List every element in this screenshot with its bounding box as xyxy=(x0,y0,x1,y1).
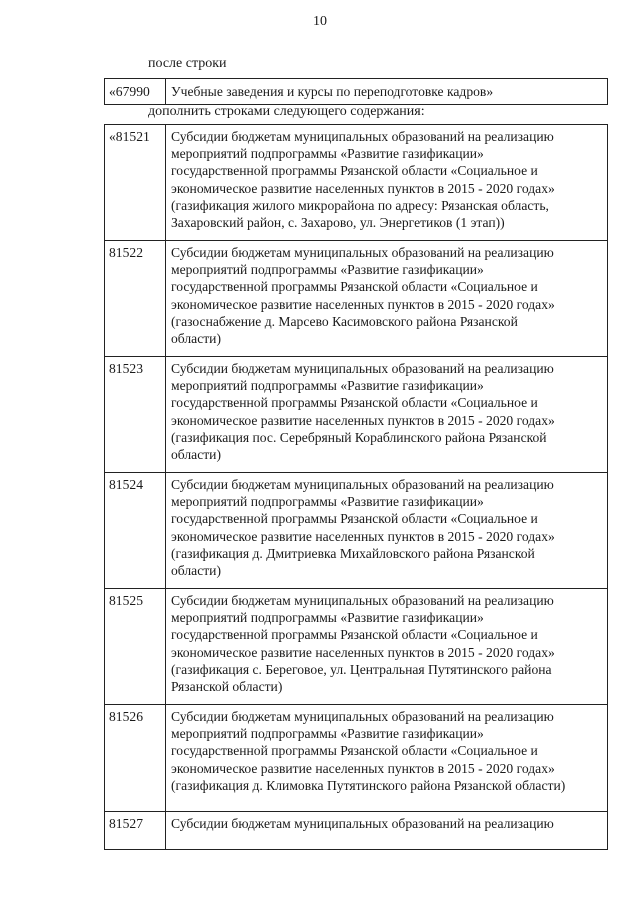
row-text xyxy=(166,473,608,589)
row-code: 81523 xyxy=(105,357,166,473)
row-code: «81521 xyxy=(105,125,166,241)
table-row xyxy=(105,79,608,105)
text-line: Субсидии бюджетам муниципальных образований на реализацию xyxy=(171,477,554,492)
text-line: мероприятий подпрограммы «Развитие газификации» xyxy=(171,262,484,278)
add-rows-text: дополнить строками следующего содержания: xyxy=(148,104,425,119)
table-row xyxy=(105,473,608,589)
intro-text: после строки xyxy=(148,56,227,71)
text-line: (газификация пос. Серебряный Кораблинского района Рязанской xyxy=(171,429,547,445)
text-line: мероприятий подпрограммы «Развитие газификации» xyxy=(171,146,484,162)
row-code: 81527 xyxy=(105,812,166,850)
table-row xyxy=(105,705,608,812)
row-code: 81526 xyxy=(105,705,166,812)
text-line: (газоснабжение д. Марсево Касимовского района Рязанской xyxy=(171,313,518,329)
row-text xyxy=(166,241,608,357)
text-line: Захаровский район, с. Захарово, ул. Энергетиков (1 этап)) xyxy=(171,215,505,231)
row-text xyxy=(166,589,608,705)
text-line: области) xyxy=(171,563,221,579)
text-line: государственной программы Рязанской области «Социальное и xyxy=(171,279,538,295)
text-line: Субсидии бюджетам муниципальных образований на реализацию xyxy=(171,709,554,724)
text-line: государственной программы Рязанской области «Социальное и xyxy=(171,743,538,759)
text-line: государственной программы Рязанской области «Социальное и xyxy=(171,511,538,527)
text-line: области) xyxy=(171,447,221,463)
row-code: 81522 xyxy=(105,241,166,357)
text-line: Субсидии бюджетам муниципальных образований на реализацию xyxy=(171,593,554,608)
table-row xyxy=(105,812,608,850)
row-code: «67990 xyxy=(105,79,166,105)
text-line: области) xyxy=(171,331,221,347)
text-line: (газификация жилого микрорайона по адресу: Рязанская область, xyxy=(171,197,549,213)
row-text xyxy=(166,812,608,850)
text-line: Субсидии бюджетам муниципальных образований на реализацию xyxy=(171,361,554,376)
row-text: Учебные заведения и курсы по переподготовке кадров» xyxy=(166,79,608,105)
page-number: 10 xyxy=(313,14,327,29)
existing-row-table xyxy=(104,78,608,105)
new-rows-table xyxy=(104,124,608,850)
text-line: экономическое развитие населенных пунктов в 2015 - 2020 годах» xyxy=(171,296,555,312)
table-row xyxy=(105,125,608,241)
row-text xyxy=(166,125,608,241)
text-line: мероприятий подпрограммы «Развитие газификации» xyxy=(171,494,484,510)
text-line: мероприятий подпрограммы «Развитие газификации» xyxy=(171,610,484,626)
text-line: мероприятий подпрограммы «Развитие газификации» xyxy=(171,378,484,394)
text-line: мероприятий подпрограммы «Развитие газификации» xyxy=(171,726,484,742)
text-line: государственной программы Рязанской области «Социальное и xyxy=(171,395,538,411)
text-line: экономическое развитие населенных пунктов в 2015 - 2020 годах» xyxy=(171,180,555,196)
text-line: Субсидии бюджетам муниципальных образований на реализацию xyxy=(171,129,554,144)
row-code: 81524 xyxy=(105,473,166,589)
text-line: экономическое развитие населенных пунктов в 2015 - 2020 годах» xyxy=(171,644,555,660)
text-line: Рязанской области) xyxy=(171,679,283,695)
text-line: экономическое развитие населенных пунктов в 2015 - 2020 годах» xyxy=(171,412,555,428)
table-row xyxy=(105,357,608,473)
table-row xyxy=(105,241,608,357)
text-line: государственной программы Рязанской области «Социальное и xyxy=(171,627,538,643)
table-row xyxy=(105,589,608,705)
text-line: Субсидии бюджетам муниципальных образований на реализацию xyxy=(171,245,554,260)
text-line: Субсидии бюджетам муниципальных образований на реализацию xyxy=(171,816,554,831)
row-code: 81525 xyxy=(105,589,166,705)
text-line: (газификация д. Климовка Путятинского района Рязанской области) xyxy=(171,777,566,793)
text-line: (газификация д. Дмитриевка Михайловского района Рязанской xyxy=(171,545,535,561)
text-line: государственной программы Рязанской области «Социальное и xyxy=(171,163,538,179)
text-line: (газификация с. Береговое, ул. Центральная Путятинского района xyxy=(171,661,552,677)
row-text xyxy=(166,357,608,473)
text-line: экономическое развитие населенных пунктов в 2015 - 2020 годах» xyxy=(171,760,555,776)
text-line: экономическое развитие населенных пунктов в 2015 - 2020 годах» xyxy=(171,528,555,544)
row-text xyxy=(166,705,608,812)
